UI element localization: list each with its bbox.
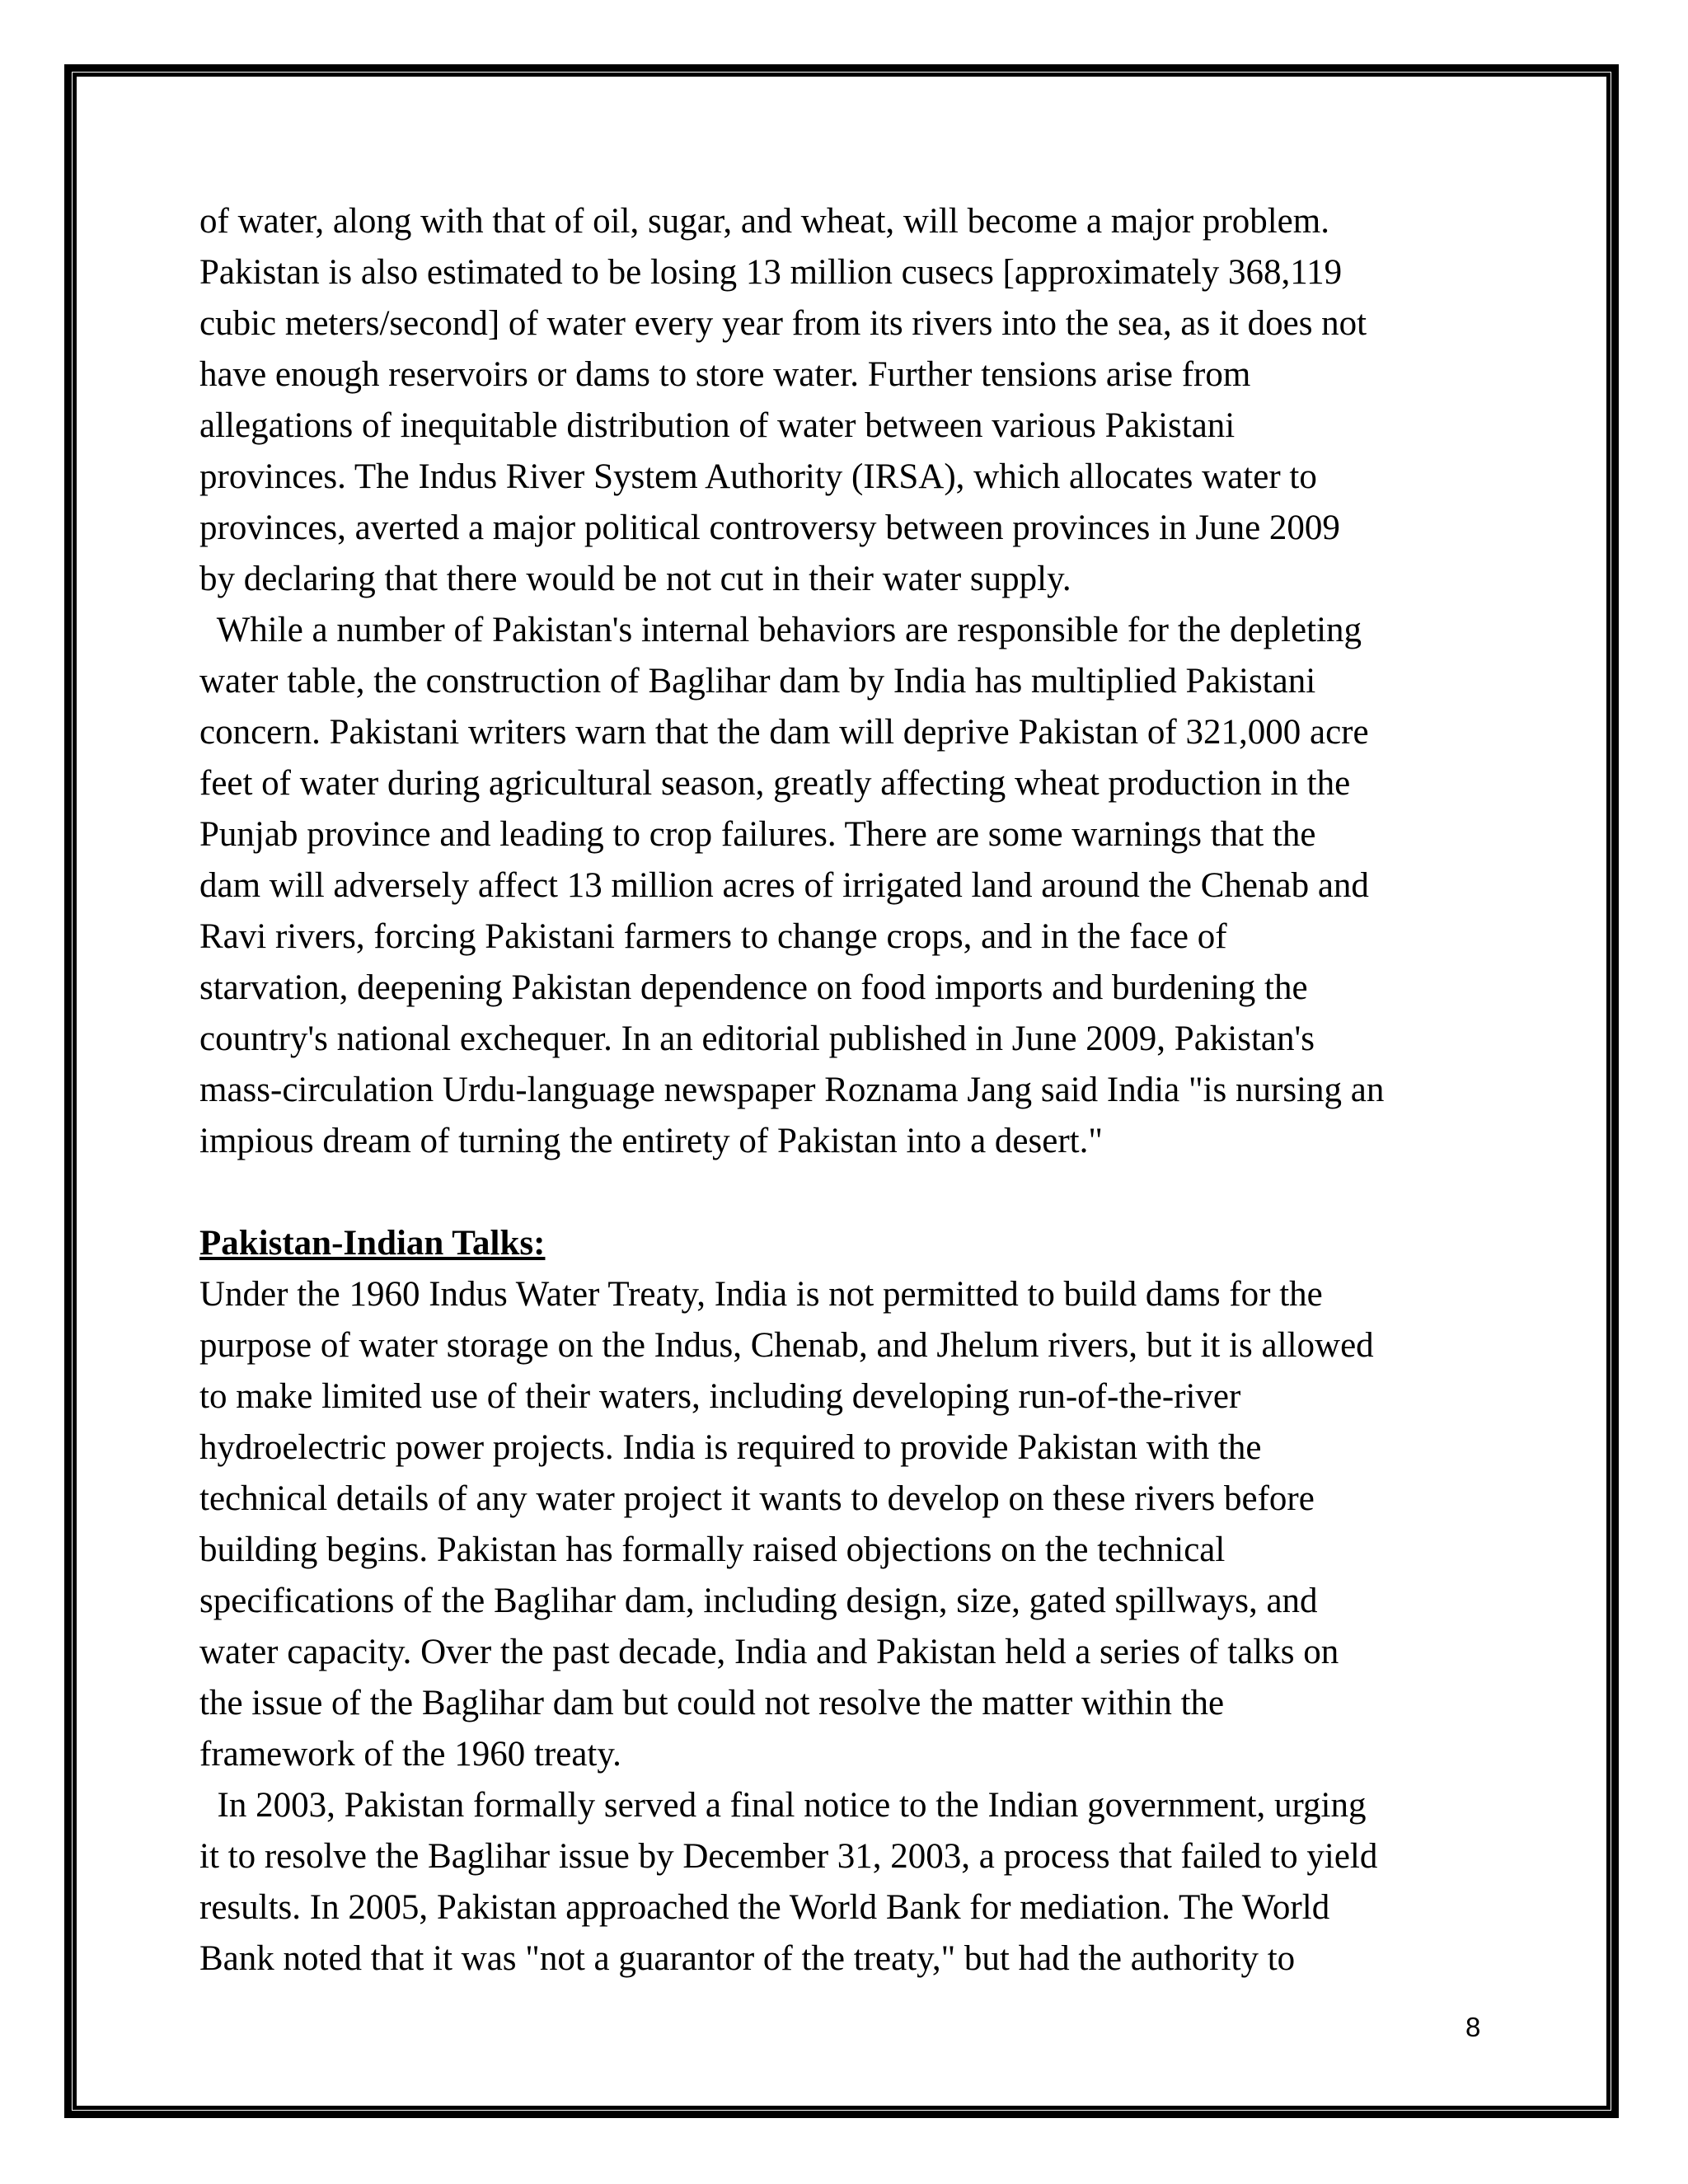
text-line: feet of water during agricultural season, greatly affecting wheat production in the: [199, 764, 1351, 803]
text-line: concern. Pakistani writers warn that the dam will deprive Pakistan of 321,000 acre: [199, 713, 1369, 752]
text-line: specifications of the Baglihar dam, including design, size, gated spillways, and: [199, 1582, 1318, 1620]
text-line: mass-circulation Urdu-language newspaper Roznama Jang said India "is nursing an: [199, 1071, 1385, 1109]
text-line: results. In 2005, Pakistan approached the World Bank for mediation. The World: [199, 1888, 1330, 1927]
text-line: impious dream of turning the entirety of Pakistan into a desert.": [199, 1122, 1103, 1160]
paragraph-indus-treaty: [199, 1269, 1518, 1780]
text-line: framework of the 1960 treaty.: [199, 1735, 621, 1774]
text-line: allegations of inequitable distribution of water between various Pakistani: [199, 406, 1236, 445]
paragraph-spacer: [199, 1167, 1518, 1218]
text-line: dam will adversely affect 13 million acres of irrigated land around the Chenab and: [199, 866, 1369, 905]
text-line: provinces. The Indus River System Authority (IRSA), which allocates water to: [199, 457, 1317, 496]
text-line: Bank noted that it was "not a guarantor of the treaty," but had the authority to: [199, 1939, 1296, 1978]
text-line: Pakistan is also estimated to be losing 13 million cusecs [approximately 368,119: [199, 253, 1343, 292]
text-line: hydroelectric power projects. India is required to provide Pakistan with the: [199, 1428, 1262, 1467]
text-line: it to resolve the Baglihar issue by December 31, 2003, a process that failed to yield: [199, 1837, 1378, 1876]
text-line: technical details of any water project it wants to develop on these rivers before: [199, 1479, 1315, 1518]
text-line: water table, the construction of Baglihar dam by India has multiplied Pakistani: [199, 662, 1316, 701]
text-line: of water, along with that of oil, sugar, and wheat, will become a major problem.: [199, 202, 1329, 241]
text-line: water capacity. Over the past decade, India and Pakistan held a series of talks on: [199, 1633, 1339, 1671]
text-line: to make limited use of their waters, including developing run-of-the-river: [199, 1377, 1241, 1416]
text-line: Punjab province and leading to crop failures. There are some warnings that the: [199, 815, 1316, 854]
text-line: provinces, averted a major political controversy between provinces in June 2009: [199, 509, 1340, 547]
paragraph-baglihar-concern: [199, 605, 1518, 1167]
text-line: purpose of water storage on the Indus, Chenab, and Jhelum rivers, but it is allowed: [199, 1326, 1374, 1365]
text-line: by declaring that there would be not cut in their water supply.: [199, 560, 1071, 598]
text-line: building begins. Pakistan has formally raised objections on the technical: [199, 1530, 1226, 1569]
text-line: the issue of the Baglihar dam but could not resolve the matter within the: [199, 1684, 1225, 1722]
text-line: Under the 1960 Indus Water Treaty, India is not permitted to build dams for the: [199, 1275, 1323, 1314]
text-line: have enough reservoirs or dams to store water. Further tensions arise from: [199, 355, 1251, 394]
text-line: country's national exchequer. In an editorial published in June 2009, Pakistan's: [199, 1019, 1315, 1058]
text-line: In 2003, Pakistan formally served a final notice to the Indian government, urging: [199, 1786, 1367, 1825]
text-line: While a number of Pakistan's internal behaviors are responsible for the depleting: [199, 611, 1362, 649]
page-number: 8: [1465, 2012, 1481, 2042]
section-heading: Pakistan-Indian Talks:: [199, 1224, 546, 1263]
text-line: cubic meters/second] of water every year from its rivers into the sea, as it does not: [199, 304, 1367, 343]
text-line: Ravi rivers, forcing Pakistani farmers to change crops, and in the face of: [199, 917, 1227, 956]
paragraph-world-bank: [199, 1780, 1518, 1985]
text-line: starvation, deepening Pakistan dependence on food imports and burdening the: [199, 968, 1308, 1007]
document-body: [199, 196, 1518, 1985]
paragraph-water-losses: [199, 196, 1518, 605]
